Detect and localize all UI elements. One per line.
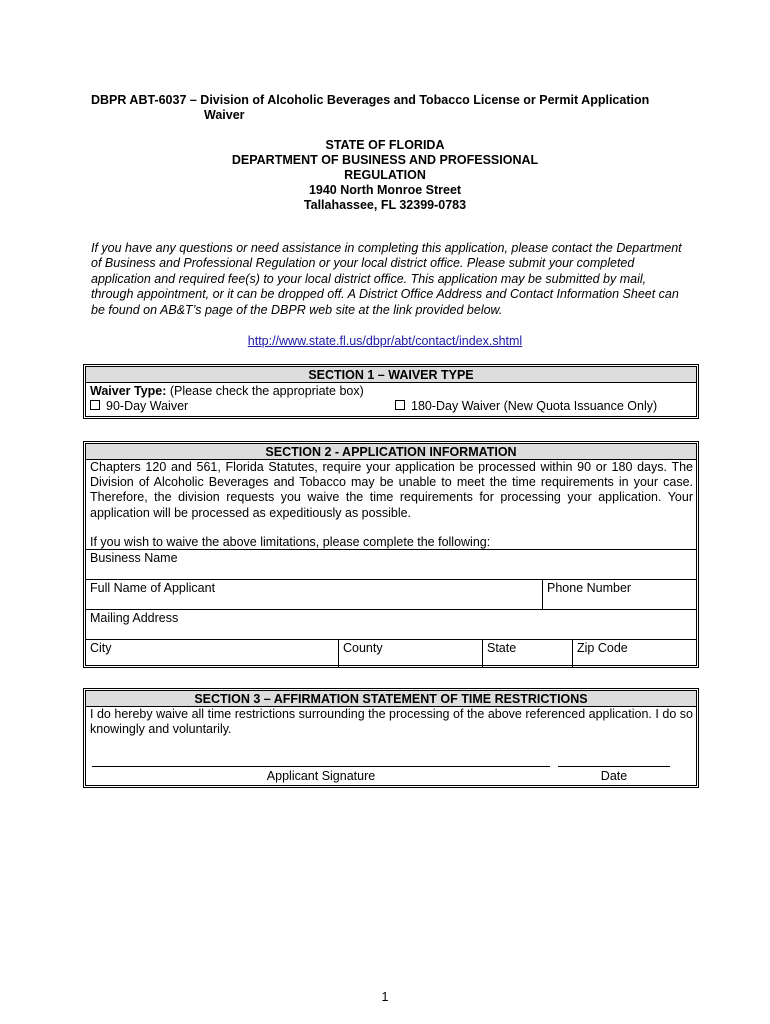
state-label: State bbox=[487, 640, 517, 655]
section-2-instruction: If you wish to waive the above limitations, please complete the following: bbox=[90, 534, 491, 549]
section-1-heading: SECTION 1 – WAIVER TYPE bbox=[86, 367, 696, 383]
zip-code-label: Zip Code bbox=[577, 640, 628, 655]
business-name-row bbox=[86, 549, 696, 579]
phone-number-field[interactable] bbox=[542, 580, 696, 609]
business-name-field[interactable] bbox=[86, 550, 696, 579]
signature-label: Applicant Signature bbox=[266, 769, 376, 783]
option-180-day-label: 180-Day Waiver (New Quota Issuance Only) bbox=[411, 399, 658, 413]
form-title bbox=[91, 93, 649, 123]
full-name-label: Full Name of Applicant bbox=[90, 580, 216, 595]
mailing-address-field[interactable] bbox=[86, 610, 696, 639]
name-phone-row bbox=[86, 579, 696, 609]
city-label: City bbox=[90, 640, 112, 655]
contact-link[interactable]: http://www.state.fl.us/dbpr/abt/contact/index.shtml bbox=[247, 334, 523, 348]
section-2-heading: SECTION 2 - APPLICATION INFORMATION bbox=[86, 444, 696, 460]
full-name-field[interactable] bbox=[86, 580, 542, 609]
intro-paragraph: If you have any questions or need assistance in completing this application, please contact the Department of Business and Professional Regulation or your local district office. Please submit your completed application and required fee(s) to your local district office. This application may be submitted by mail, through appointment, or it can be dropped off. A District Office Address and Contact Information Sheet can be found on AB&T’s page of the DBPR web site at the link provided below. bbox=[91, 241, 682, 317]
date-label: Date bbox=[600, 769, 628, 783]
checkbox-180-day[interactable] bbox=[395, 400, 405, 410]
section-1-waiver-type bbox=[83, 364, 699, 419]
section-2-application-info bbox=[83, 441, 699, 668]
section-3-affirmation bbox=[83, 688, 699, 788]
option-180-day[interactable] bbox=[395, 399, 657, 414]
signature-line[interactable] bbox=[92, 766, 550, 767]
option-90-day[interactable] bbox=[90, 399, 188, 413]
waiver-type-label: Waiver Type: (Please check the appropriate box) bbox=[90, 384, 364, 398]
state-field[interactable] bbox=[482, 640, 572, 668]
zip-code-field[interactable] bbox=[572, 640, 696, 668]
county-label: County bbox=[343, 640, 383, 655]
business-name-label: Business Name bbox=[90, 550, 178, 565]
section-3-heading: SECTION 3 – AFFIRMATION STATEMENT OF TIME RESTRICTIONS bbox=[86, 691, 696, 707]
county-field[interactable] bbox=[338, 640, 482, 668]
phone-number-label: Phone Number bbox=[547, 580, 632, 595]
city-county-state-zip-row bbox=[86, 639, 696, 668]
agency-state: STATE OF FLORIDA bbox=[325, 138, 445, 152]
mailing-address-label: Mailing Address bbox=[90, 610, 179, 625]
form-title-line2: Waiver bbox=[204, 108, 245, 122]
checkbox-90-day[interactable] bbox=[90, 400, 100, 410]
mailing-address-row bbox=[86, 609, 696, 639]
page-number: 1 bbox=[381, 990, 389, 1004]
agency-department: DEPARTMENT OF BUSINESS AND PROFESSIONAL bbox=[231, 153, 539, 167]
agency-street: 1940 North Monroe Street bbox=[308, 183, 462, 197]
agency-block bbox=[0, 138, 770, 213]
date-line[interactable] bbox=[558, 766, 670, 767]
city-field[interactable] bbox=[86, 640, 338, 668]
agency-city: Tallahassee, FL 32399-0783 bbox=[303, 198, 467, 212]
form-title-line1: DBPR ABT-6037 – Division of Alcoholic Beverages and Tobacco License or Permit Application bbox=[91, 93, 650, 107]
agency-department-cont: REGULATION bbox=[344, 168, 426, 182]
option-90-day-label: 90-Day Waiver bbox=[106, 399, 189, 413]
section-2-paragraph: Chapters 120 and 561, Florida Statutes, require your application be processed within 90 or 180 days. The Division of Alcoholic Beverages and Tobacco may be unable to meet the time requirements in your case. Therefore, the division requests you waive the time requirements for processing your application. Your application will be processed as expeditiously as possible. bbox=[90, 460, 693, 520]
affirmation-statement: I do hereby waive all time restrictions surrounding the processing of the above referenced application. I do so knowingly and voluntarily. bbox=[90, 707, 693, 737]
